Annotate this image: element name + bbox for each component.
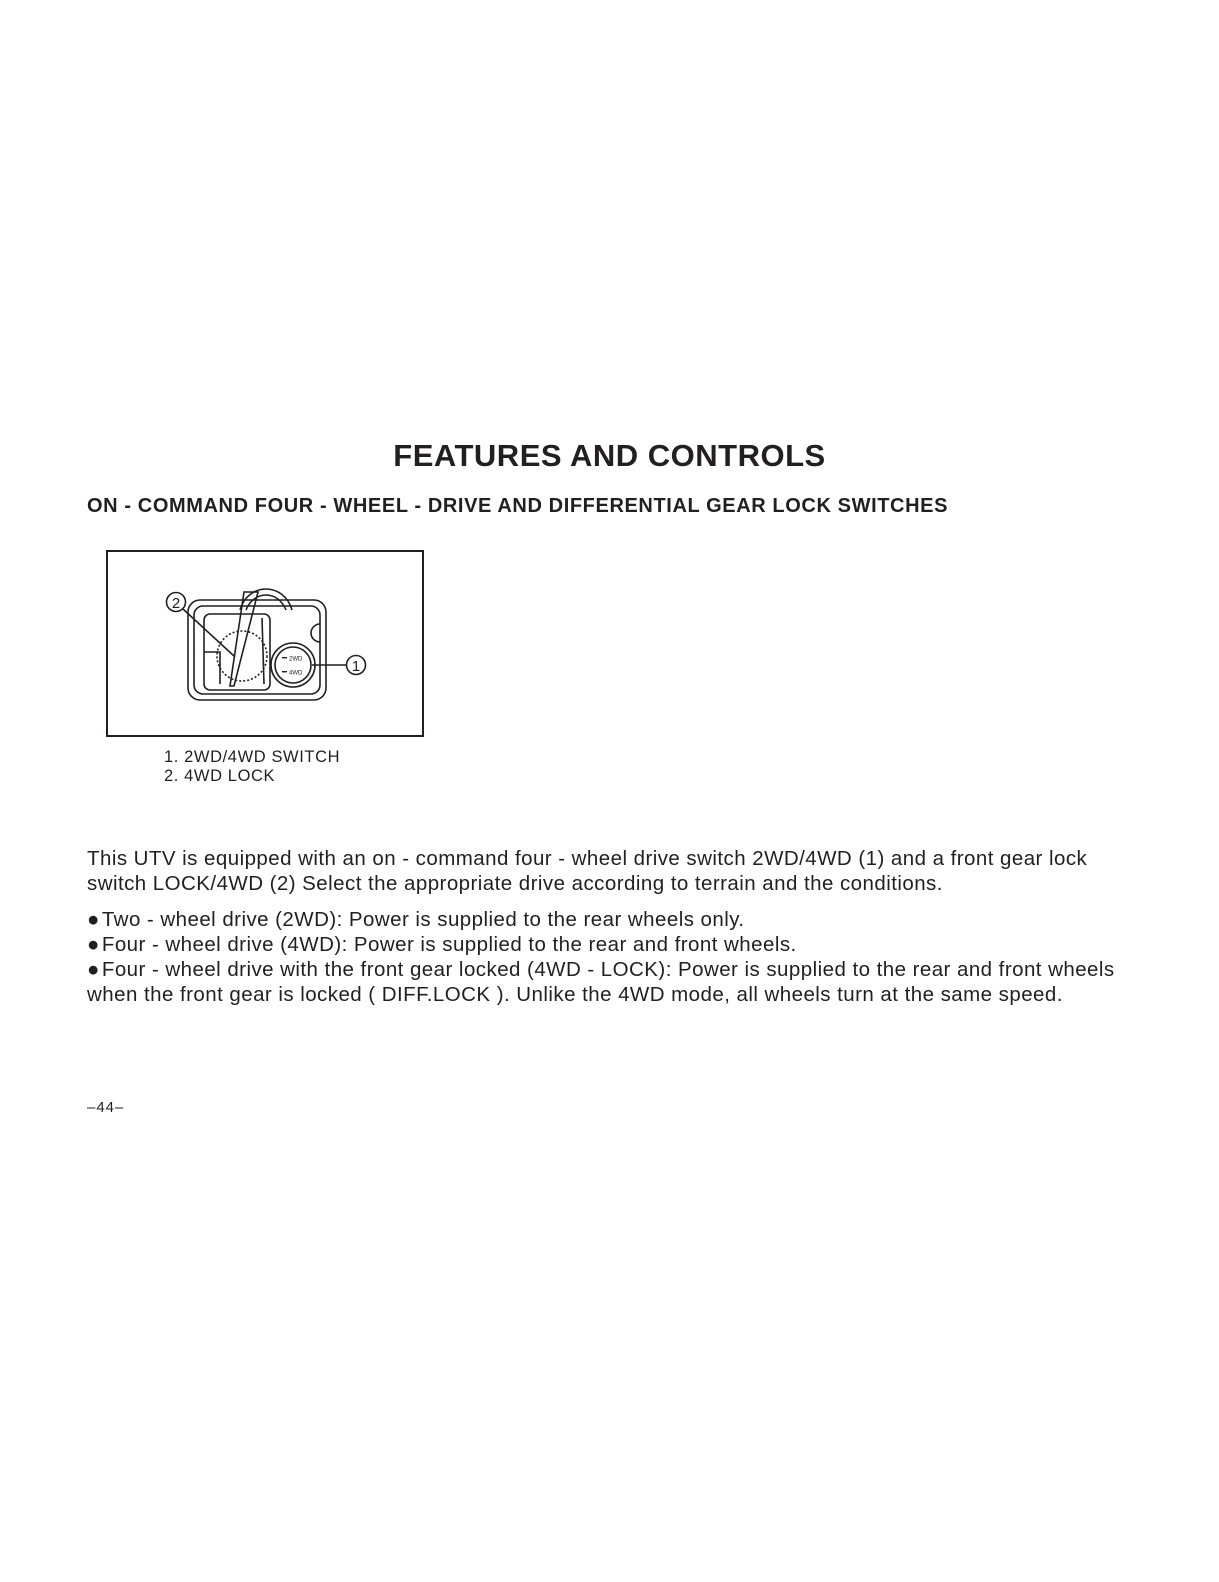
section-heading: ON - COMMAND FOUR - WHEEL - DRIVE AND DIFFERENTIAL GEAR LOCK SWITCHES [87, 495, 949, 517]
switch-housing-outer [188, 600, 326, 700]
figure-legend [164, 748, 340, 786]
round-switch-outer [271, 643, 315, 687]
legend-item: 2. 4WD LOCK [164, 767, 276, 785]
round-switch-inner [275, 647, 311, 683]
switch-illustration [106, 550, 424, 737]
list-item [87, 932, 1147, 957]
intro-paragraph: This UTV is equipped with an on - command four - wheel drive switch 2WD/4WD (1) and a front gear lock switch LOCK/4WD (2) Select the appropriate drive according to terrain and the conditions. [87, 847, 1088, 895]
drive-mode-list [87, 907, 1147, 1007]
page-title: FEATURES AND CONTROLS [393, 438, 826, 473]
housing-notch [311, 624, 320, 642]
list-item-text: Two - wheel drive (2WD): Power is supplied to the rear wheels only. [101, 908, 745, 931]
switch-diagram [108, 552, 422, 735]
list-item-text: Four - wheel drive with the front gear locked (4WD - LOCK): Power is supplied to the rear and front wheels when the front gear is locked ( DIFF.LOCK ). Unlike the 4WD mode, all wheels turn at the same speed. [87, 958, 1115, 1006]
callout-number-2: 2 [171, 595, 181, 612]
tick-2wd [282, 657, 287, 658]
list-item [87, 957, 1147, 1007]
list-item-text: Four - wheel drive (4WD): Power is supplied to the rear and front wheels. [101, 933, 797, 956]
legend-item: 1. 2WD/4WD SWITCH [164, 748, 341, 766]
list-item [87, 907, 1147, 932]
switch-label-4wd: 4WD [289, 670, 303, 677]
switch-label-2wd: 2WD [289, 656, 303, 663]
callout-number-1: 1 [351, 658, 361, 675]
page-number: –44– [87, 1099, 125, 1116]
callout-leader-2 [183, 609, 234, 656]
tick-4wd [282, 671, 287, 672]
